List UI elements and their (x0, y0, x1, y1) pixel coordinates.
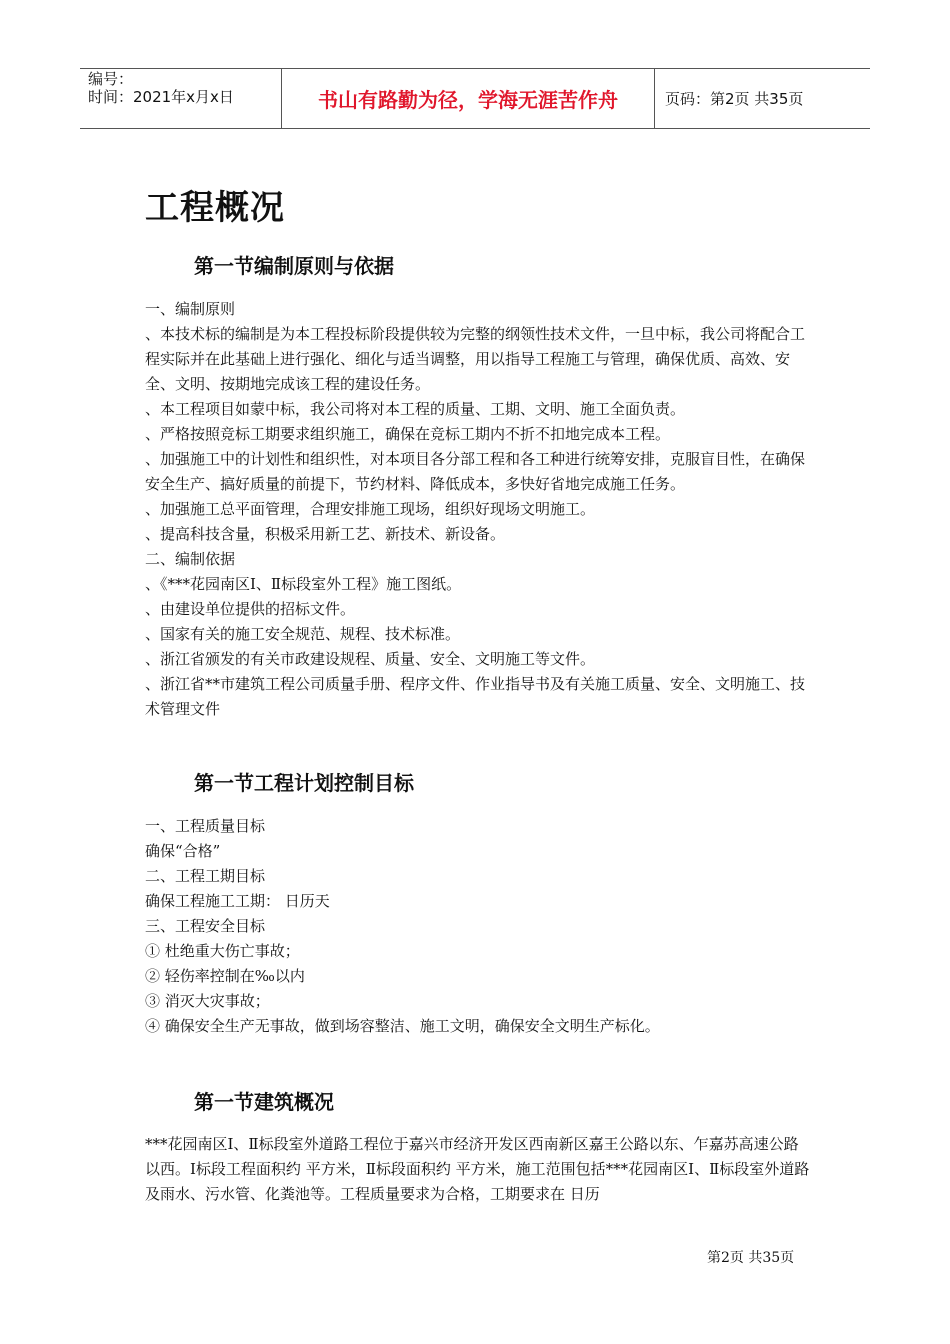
paragraph: 、浙江省颁发的有关市政建设规程、质量、安全、文明施工等文件。 (145, 650, 596, 668)
paragraph: 、国家有关的施工安全规范、规程、技术标准。 (145, 625, 461, 643)
section-title: 第一节编制原则与依据 (194, 254, 394, 278)
header-page-code: 页码：第2页 共35页 (665, 90, 804, 108)
section-body (145, 1132, 810, 1207)
paragraph: 三、工程安全目标 (145, 917, 266, 935)
paragraph: 、《***花园南区Ⅰ、Ⅱ标段室外工程》施工图纸。 (145, 575, 462, 593)
paragraph: ④ 确保安全生产无事故，做到场容整洁、施工文明，确保安全文明生产标化。 (145, 1017, 660, 1035)
paragraph: 、严格按照竞标工期要求组织施工，确保在竞标工期内不折不扣地完成本工程。 (145, 425, 671, 443)
paragraph: 、提高科技含量，积极采用新工艺、新技术、新设备。 (145, 525, 506, 543)
paragraph: 一、工程质量目标 (145, 817, 266, 835)
header-motto: 书山有路勤为径，学海无涯苦作舟 (282, 69, 655, 128)
doc-title: 工程概况 (145, 188, 285, 228)
paragraph: 二、编制依据 (145, 550, 236, 568)
paragraph: ② 轻伤率控制在‰以内 (145, 967, 305, 985)
section-title: 第一节工程计划控制目标 (194, 771, 414, 795)
paragraph: ③ 消灭大灾事故； (145, 992, 270, 1010)
section-title: 第一节建筑概况 (194, 1090, 334, 1114)
paragraph: 、加强施工中的计划性和组织性，对本项目各分部工程和各工种进行统筹安排，克服盲目性，在确保安全生产、搞好质量的前提下，节约材料、降低成本，多快好省地完成施工任务。 (145, 450, 806, 493)
paragraph: ***花园南区Ⅰ、Ⅱ标段室外道路工程位于嘉兴市经济开发区西南新区嘉王公路以东、乍嘉苏高速公路以西。Ⅰ标段工程面积约 平方米，Ⅱ标段面积约 平方米，施工范围包括***花园南区Ⅰ、Ⅱ标段室外道路及雨水、污水管、化粪池等。工程质量要求为合格，工期要求在 日历 (145, 1135, 810, 1203)
page-footer: 第2页 共35页 (707, 1250, 795, 1266)
paragraph: 、由建设单位提供的招标文件。 (145, 600, 356, 618)
page-header (80, 68, 870, 129)
section-body (145, 297, 810, 722)
paragraph: 、本技术标的编制是为本工程投标阶段提供较为完整的纲领性技术文件，一旦中标，我公司将配合工程实际并在此基础上进行强化、细化与适当调整，用以指导工程施工与管理，确保优质、高效、安全、文明、按期地完成该工程的建设任务。 (145, 325, 806, 393)
paragraph: 、本工程项目如蒙中标，我公司将对本工程的质量、工期、文明、施工全面负责。 (145, 400, 686, 418)
paragraph: 二、工程工期目标 (145, 867, 266, 885)
number-label: 编号： (88, 70, 134, 88)
paragraph: 一、编制原则 (145, 300, 236, 318)
section-body (145, 814, 810, 1039)
paragraph: 确保工程施工工期： 日历天 (145, 892, 330, 910)
header-meta (80, 69, 282, 128)
paragraph: ① 杜绝重大伤亡事故； (145, 942, 300, 960)
paragraph: 确保“合格” (145, 842, 221, 860)
time-label: 时间：2021年x月x日 (88, 88, 234, 106)
paragraph: 、加强施工总平面管理，合理安排施工现场，组织好现场文明施工。 (145, 500, 596, 518)
paragraph: 、浙江省**市建筑工程公司质量手册、程序文件、作业指导书及有关施工质量、安全、文明施工、技术管理文件 (145, 675, 806, 718)
